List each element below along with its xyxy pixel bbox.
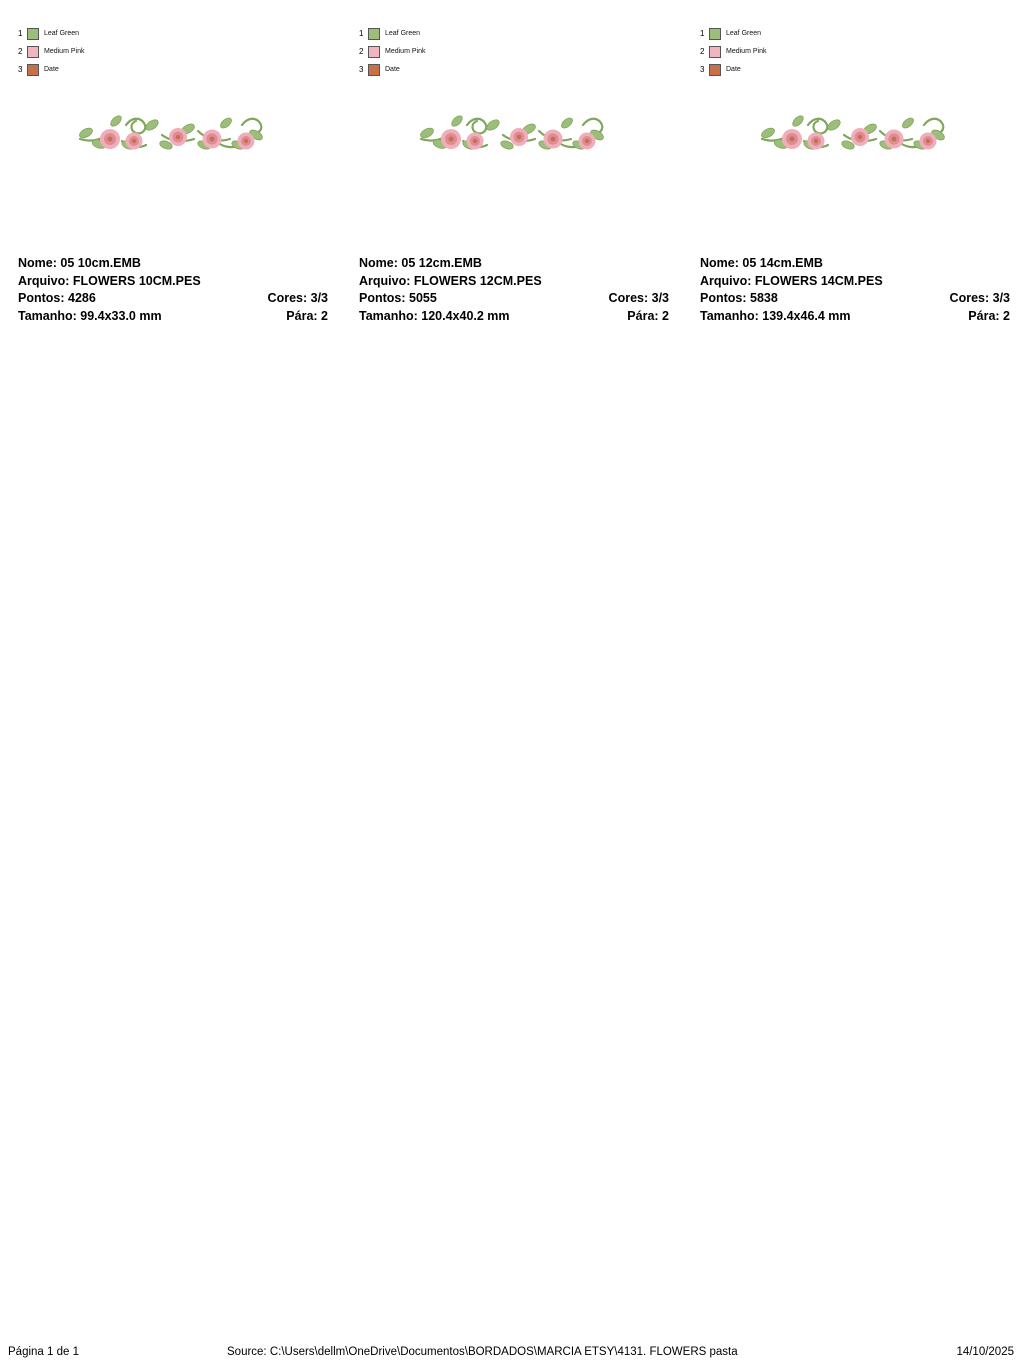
design-stitches: Pontos: 4286 (18, 291, 96, 305)
legend-swatch-date (709, 64, 721, 76)
design-file: Arquivo: FLOWERS 10CM.PES (18, 273, 201, 288)
legend-item (700, 25, 840, 42)
floral-border-design (407, 95, 617, 175)
design-info (359, 255, 669, 325)
floral-border-design (748, 95, 958, 175)
design-name: Nome: 05 12cm.EMB (359, 256, 482, 270)
legend-item (700, 43, 840, 60)
color-legend (359, 25, 499, 79)
legend-label: Leaf Green (44, 29, 80, 37)
design-stops: Pára: 2 (286, 308, 328, 323)
embroidery-preview (0, 95, 341, 190)
legend-number: 1 (18, 28, 23, 38)
legend-item (359, 61, 499, 78)
embroidery-preview (341, 95, 682, 190)
legend-number: 1 (359, 28, 364, 38)
legend-number: 2 (359, 46, 364, 56)
legend-item (18, 43, 158, 60)
floral-border-design (66, 95, 276, 175)
legend-number: 3 (700, 64, 705, 74)
design-stops: Pára: 2 (968, 308, 1010, 323)
design-colors: Cores: 3/3 (267, 291, 328, 305)
legend-number: 3 (359, 64, 364, 74)
legend-number: 1 (700, 28, 705, 38)
design-stitches: Pontos: 5838 (700, 291, 778, 305)
design-info (18, 255, 328, 325)
legend-item (359, 25, 499, 42)
color-legend (700, 25, 840, 79)
legend-swatch-leaf-green (709, 28, 721, 40)
legend-label: Medium Pink (44, 47, 85, 55)
design-size: Tamanho: 139.4x46.4 mm (700, 308, 851, 323)
design-size: Tamanho: 99.4x33.0 mm (18, 308, 162, 323)
design-size: Tamanho: 120.4x40.2 mm (359, 308, 510, 323)
legend-swatch-date (27, 64, 39, 76)
design-colors: Cores: 3/3 (608, 291, 669, 305)
page-footer (0, 1344, 1024, 1360)
legend-label: Leaf Green (726, 29, 762, 37)
legend-swatch-date (368, 64, 380, 76)
legend-swatch-medium-pink (368, 46, 380, 58)
legend-label: Medium Pink (385, 47, 426, 55)
legend-swatch-medium-pink (709, 46, 721, 58)
design-file: Arquivo: FLOWERS 14CM.PES (700, 273, 883, 288)
footer-date: 14/10/2025 (956, 1346, 1014, 1358)
legend-label: Date (726, 65, 741, 73)
legend-label: Medium Pink (726, 47, 767, 55)
legend-swatch-leaf-green (368, 28, 380, 40)
legend-item (18, 25, 158, 42)
legend-item (18, 61, 158, 78)
legend-swatch-leaf-green (27, 28, 39, 40)
design-info (700, 255, 1010, 325)
legend-label: Date (385, 65, 400, 73)
design-name: Nome: 05 10cm.EMB (18, 256, 141, 270)
legend-label: Leaf Green (385, 29, 421, 37)
legend-label: Date (44, 65, 59, 73)
legend-item (700, 61, 840, 78)
footer-page-number: Página 1 de 1 (8, 1346, 79, 1358)
design-colors: Cores: 3/3 (949, 291, 1010, 305)
color-legend (18, 25, 158, 79)
design-name: Nome: 05 14cm.EMB (700, 256, 823, 270)
legend-number: 2 (700, 46, 705, 56)
legend-number: 3 (18, 64, 23, 74)
legend-swatch-medium-pink (27, 46, 39, 58)
legend-item (359, 43, 499, 60)
design-stops: Pára: 2 (627, 308, 669, 323)
embroidery-preview (682, 95, 1023, 190)
legend-number: 2 (18, 46, 23, 56)
design-stitches: Pontos: 5055 (359, 291, 437, 305)
footer-source-path: Source: C:\Users\dellm\OneDrive\Documentos\BORDADOS\MARCIA ETSY\4131. FLOWERS pasta (227, 1346, 738, 1358)
design-file: Arquivo: FLOWERS 12CM.PES (359, 273, 542, 288)
